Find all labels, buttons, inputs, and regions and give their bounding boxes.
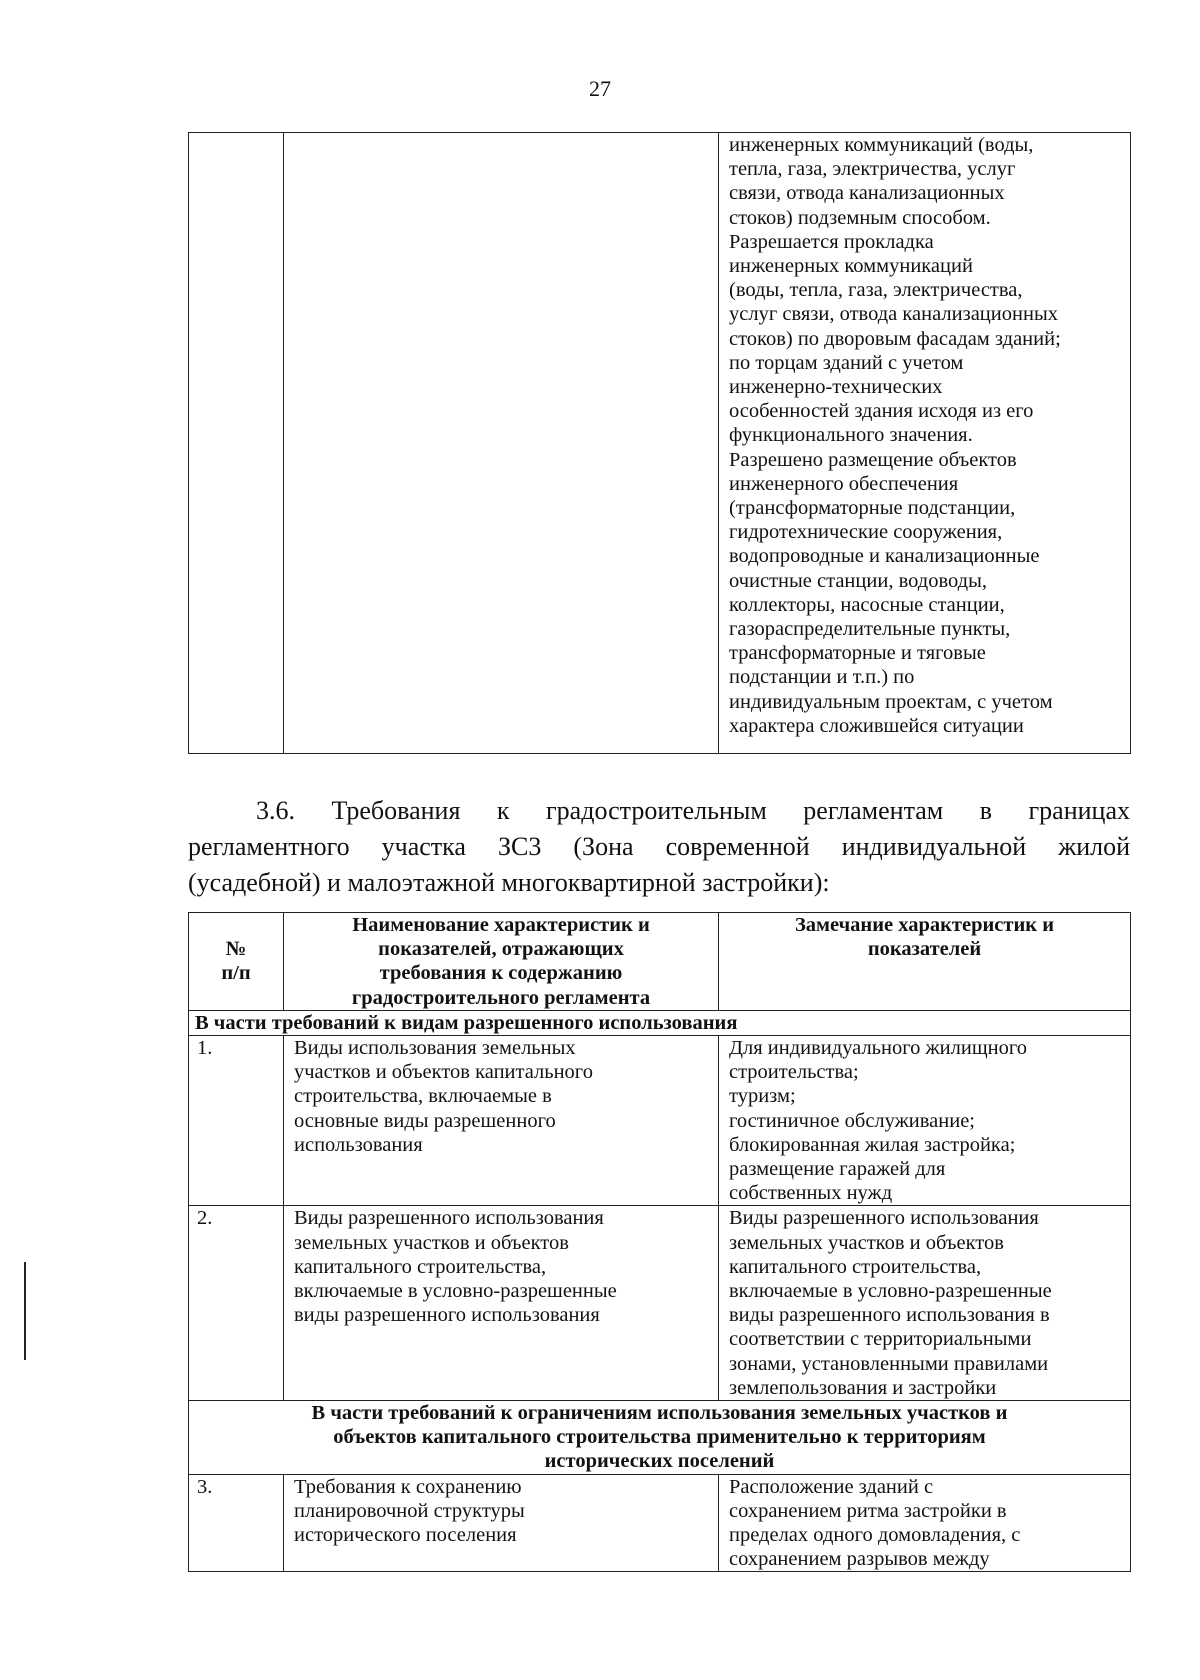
page-number: 27: [589, 76, 611, 101]
text-line: размещение гаражей для: [729, 1158, 946, 1181]
text-line: инженерных коммуникаций (воды,: [729, 134, 1034, 156]
text-line: коллекторы, насосные станции,: [729, 593, 1005, 616]
text-line: Разрешено размещение объектов: [729, 448, 1017, 471]
text-line: туризм;: [729, 1085, 796, 1108]
text-line: стоков) по дворовым фасадам зданий;: [729, 327, 1061, 350]
text-line: соответствии с территориальными: [729, 1328, 1032, 1351]
text-line: строительства, включаемые в: [294, 1085, 552, 1108]
text-line: исторического поселения: [294, 1524, 517, 1547]
table-row: [189, 1206, 1131, 1401]
text-line: по торцам зданий с учетом: [729, 351, 964, 374]
text-line: земельных участков и объектов: [729, 1231, 1004, 1254]
text-line: землепользования и застройки: [729, 1376, 997, 1399]
heading-line: 3.6. Требования к градостроительным регламентам в границах: [256, 796, 1130, 825]
text-line: водопроводные и канализационные: [729, 545, 1040, 568]
heading-line: (усадебной) и малоэтажной многоквартирной застройки):: [188, 868, 830, 897]
text-line: виды разрешенного использования в: [729, 1304, 1050, 1327]
row-name-cell: [284, 1036, 719, 1206]
header-line: №: [225, 938, 247, 961]
text-line: включаемые в условно-разрешенные: [729, 1280, 1052, 1303]
empty-cell: [189, 133, 284, 754]
group-row: [189, 1010, 1131, 1035]
column-header-name: [284, 913, 719, 1011]
text-line: зонами, установленными правилами: [729, 1352, 1049, 1375]
table-row: [189, 1474, 1131, 1572]
text-line: гостиничное обслуживание;: [729, 1109, 975, 1132]
header-line: показателей: [867, 938, 982, 961]
text-line: газораспределительные пункты,: [729, 618, 1011, 641]
text-line: пределах одного домовладения, с: [729, 1524, 1021, 1547]
row-note-cell: [719, 1206, 1131, 1401]
text-line: Виды разрешенного использования: [729, 1207, 1039, 1230]
text-line: услуг связи, отвода канализационных: [729, 303, 1058, 326]
text-line: Разрешается прокладка: [729, 230, 934, 253]
text-line: капитального строительства,: [294, 1255, 547, 1278]
text-line: участков и объектов капитального: [294, 1061, 593, 1084]
group-heading: [189, 1401, 1131, 1475]
continuation-text-cell: [719, 133, 1131, 754]
text-line: инженерного обеспечения: [729, 472, 959, 495]
text-line: индивидуальным проектам, с учетом: [729, 690, 1053, 713]
text-line: Требования к сохранению: [294, 1475, 522, 1498]
text-line: гидротехнические сооружения,: [729, 521, 1003, 544]
text-line: собственных нужд: [729, 1182, 893, 1205]
table-row: [189, 133, 1131, 754]
text-line: блокированная жилая застройка;: [729, 1133, 1016, 1156]
row-name-cell: [284, 1206, 719, 1401]
text-line: исторических поселений: [544, 1450, 775, 1473]
text-line: (воды, тепла, газа, электричества,: [729, 279, 1023, 302]
empty-cell: [284, 133, 719, 754]
header-line: п/п: [221, 962, 251, 985]
row-number: 1.: [189, 1036, 284, 1206]
text-line: очистные станции, водоводы,: [729, 569, 987, 592]
text-line: сохранением ритма застройки в: [729, 1499, 1007, 1522]
row-number: 2.: [189, 1206, 284, 1401]
text-line: характера сложившейся ситуации: [729, 714, 1024, 737]
column-header-note: [719, 913, 1131, 1011]
heading-line: регламентного участка ЗС3 (Зона современной индивидуальной жилой: [188, 832, 1130, 861]
row-note-cell: [719, 1474, 1131, 1572]
row-number: 3.: [189, 1474, 284, 1572]
group-row: [189, 1401, 1131, 1475]
text-line: стоков) подземным способом.: [729, 206, 991, 229]
text-line: планировочной структуры: [294, 1499, 525, 1522]
table-row: [189, 1036, 1131, 1206]
requirements-table: [188, 912, 1131, 1572]
text-line: Расположение зданий с: [729, 1475, 934, 1498]
text-line: подстанции и т.п.) по: [729, 666, 915, 689]
text-line: земельных участков и объектов: [294, 1231, 569, 1254]
text-line: строительства;: [729, 1061, 859, 1084]
row-note-cell: [719, 1036, 1131, 1206]
text-line: использования: [294, 1133, 423, 1156]
row-name-cell: [284, 1474, 719, 1572]
text-line: тепла, газа, электричества, услуг: [729, 158, 1016, 181]
text-line: Виды использования земельных: [294, 1037, 576, 1060]
header-line: градостроительного регламента: [351, 986, 651, 1009]
continuation-text: [729, 133, 1130, 738]
text-line: объектов капитального строительства применительно к территориям: [333, 1426, 986, 1449]
section-heading: [188, 793, 1130, 901]
text-line: инженерных коммуникаций: [729, 255, 973, 278]
header-line: Замечание характеристик и: [794, 914, 1055, 936]
text-line: Для индивидуального жилищного: [729, 1037, 1028, 1060]
header-line: показателей, отражающих: [378, 938, 624, 961]
text-line: (трансформаторные подстанции,: [729, 497, 1016, 520]
text-line: функционального значения.: [729, 424, 973, 447]
group-heading: В части требований к видам разрешенного использования: [189, 1010, 1131, 1035]
text-line: Виды разрешенного использования: [294, 1207, 604, 1230]
table-header-row: [189, 913, 1131, 1011]
text-line: капитального строительства,: [729, 1255, 982, 1278]
text-line: инженерно-технических: [729, 376, 943, 399]
text-line: основные виды разрешенного: [294, 1109, 556, 1132]
text-line: виды разрешенного использования: [294, 1304, 600, 1327]
column-header-number: [189, 913, 284, 1011]
text-line: В части требований к ограничениям использования земельных участков и: [311, 1402, 1008, 1425]
text-line: особенностей здания исходя из его: [729, 400, 1034, 423]
margin-mark: [24, 1262, 26, 1360]
text-line: включаемые в условно-разрешенные: [294, 1280, 617, 1303]
text-line: сохранением разрывов между: [729, 1548, 990, 1571]
header-line: требования к содержанию: [379, 962, 623, 985]
continuation-table: [188, 132, 1131, 754]
text-line: связи, отвода канализационных: [729, 182, 1005, 205]
text-line: трансформаторные и тяговые: [729, 642, 986, 665]
header-line: Наименование характеристик и: [352, 914, 650, 936]
